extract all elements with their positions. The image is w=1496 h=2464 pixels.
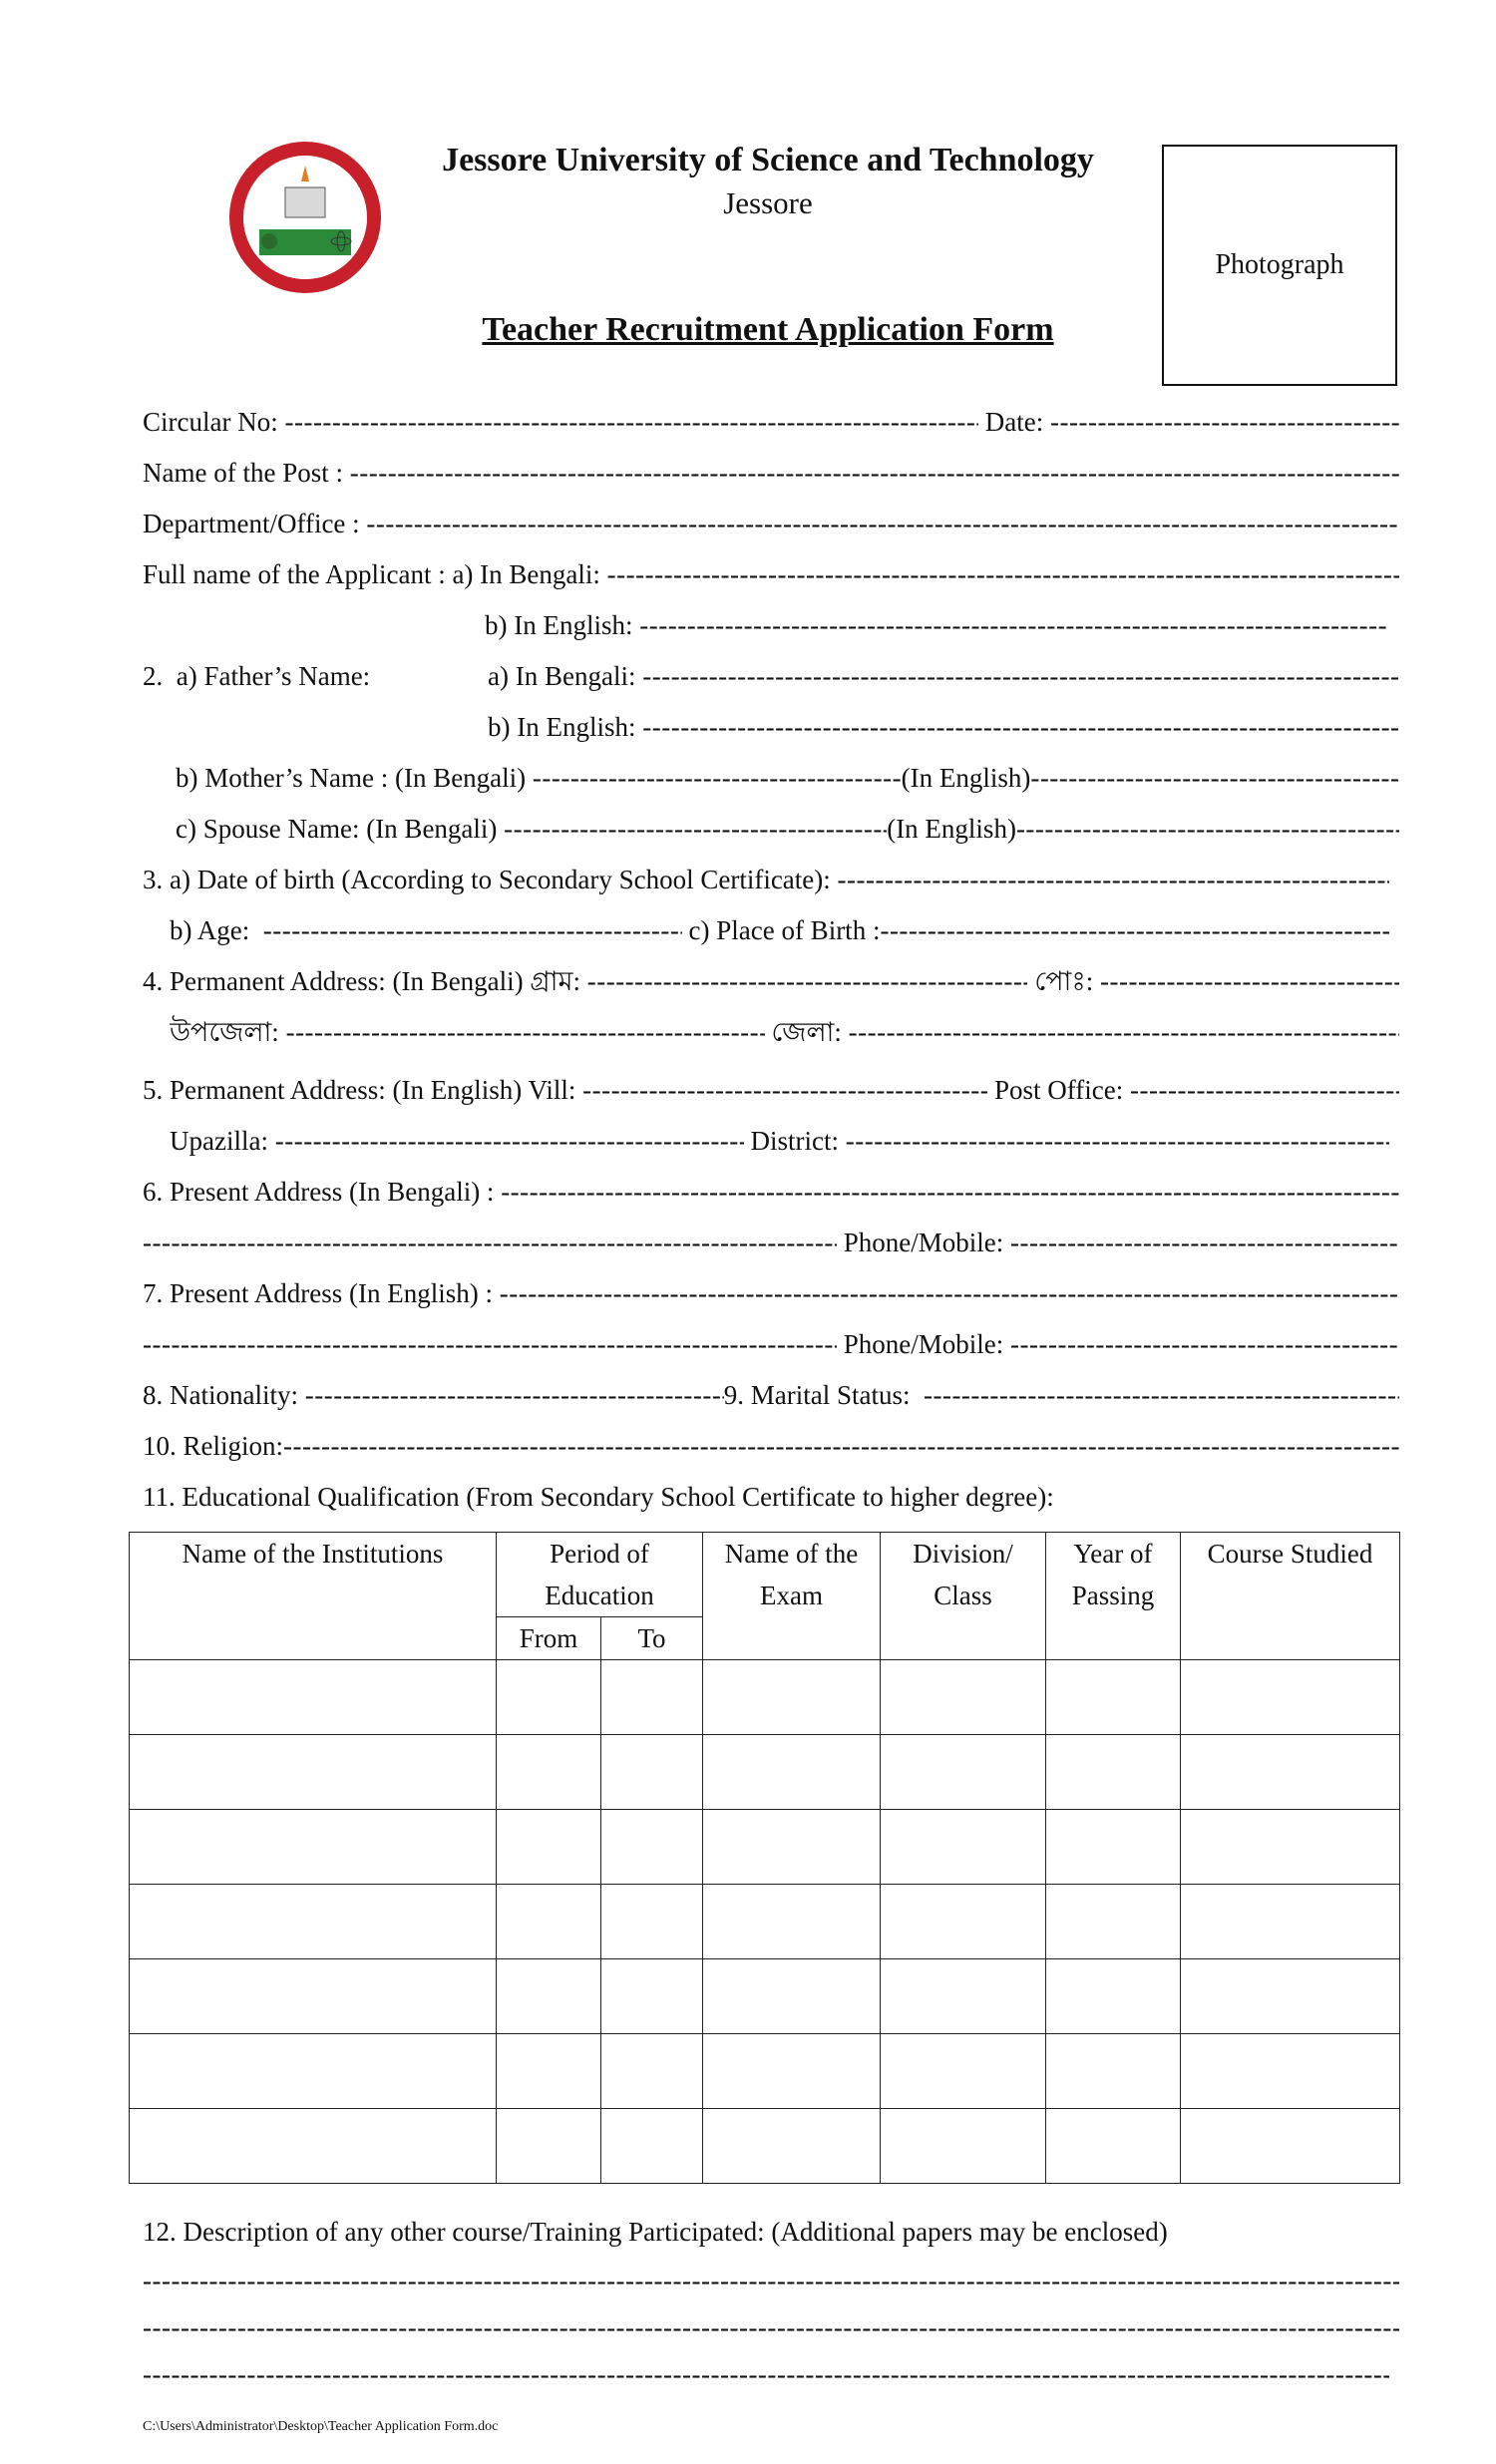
table-cell[interactable]: [1046, 2034, 1181, 2109]
permanent-bn-label: 4. Permanent Address: (In Bengali) গ্রাম:: [143, 966, 587, 996]
full-name-row: [143, 554, 1399, 594]
table-row[interactable]: [130, 2034, 1400, 2109]
table-cell[interactable]: [1046, 2109, 1181, 2184]
father-bengali-field[interactable]: [642, 656, 1399, 696]
table-cell[interactable]: [130, 2034, 497, 2109]
present-bn-label: 6. Present Address (In Bengali) :: [143, 1177, 502, 1207]
table-cell[interactable]: [1046, 1885, 1181, 1959]
village-bn-field[interactable]: [587, 961, 1028, 1001]
col-exam-line1: Name of the: [724, 1539, 859, 1569]
table-header-row: [130, 1533, 1400, 1617]
col-institution: Name of the Institutions: [130, 1533, 497, 1660]
table-cell[interactable]: [703, 2109, 881, 2184]
permanent-en-label: 5. Permanent Address: (In English) Vill:: [143, 1075, 583, 1105]
training-field-3[interactable]: [143, 2354, 1389, 2394]
table-cell[interactable]: [497, 1735, 601, 1810]
district-field[interactable]: [846, 1121, 1389, 1161]
full-name-label: Full name of the Applicant : a) In Bengali:: [143, 559, 607, 589]
table-cell[interactable]: [601, 1735, 703, 1810]
table-cell[interactable]: [497, 2034, 601, 2109]
table-cell[interactable]: [497, 1885, 601, 1959]
upazila-bn-row: [170, 1012, 1399, 1052]
table-cell[interactable]: [130, 1660, 497, 1735]
spouse-label: c) Spouse Name: (In Bengali): [176, 814, 505, 844]
religion-label: 10. Religion:: [143, 1431, 283, 1461]
present-en-field[interactable]: [500, 1273, 1399, 1313]
table-cell[interactable]: [703, 1735, 881, 1810]
age-label: b) Age:: [170, 915, 263, 945]
full-name-en-row: [485, 605, 1387, 645]
mother-row: [176, 758, 1399, 798]
form-title: Teacher Recruitment Application Form: [482, 311, 1054, 348]
file-path-footer: C:\Users\Administrator\Desktop\Teacher Application Form.doc: [143, 2419, 499, 2434]
department-row: [143, 504, 1399, 543]
present-bn-field[interactable]: [501, 1172, 1399, 1212]
full-name-english-field[interactable]: [639, 605, 1387, 645]
spouse-en-label: (In English): [887, 814, 1016, 844]
age-row: [170, 910, 1389, 950]
col-year-line2: Passing: [1071, 1581, 1155, 1610]
education-table: [129, 1532, 1400, 2184]
col-division: [881, 1533, 1046, 1660]
mother-english-field[interactable]: [1030, 758, 1399, 798]
table-cell[interactable]: [601, 1885, 703, 1959]
department-label: Department/Office :: [143, 509, 367, 538]
phone2-row: [143, 1324, 1399, 1364]
col-year-line1: Year of: [1073, 1539, 1153, 1569]
dob-field[interactable]: [838, 860, 1389, 899]
phone1-label: Phone/Mobile:: [837, 1228, 1010, 1257]
post-field[interactable]: [350, 453, 1399, 493]
col-division-line1: Division/: [913, 1539, 1013, 1569]
circular-no-row: [143, 402, 1399, 442]
full-name-en-label: b) In English:: [485, 610, 640, 640]
table-cell[interactable]: [497, 1660, 601, 1735]
table-cell[interactable]: [881, 1735, 1046, 1810]
training-heading: 12. Description of any other course/Training Participated: (Additional papers may be enclosed): [143, 2217, 1168, 2247]
marital-label: 9. Marital Status:: [723, 1380, 924, 1410]
table-cell[interactable]: [881, 1660, 1046, 1735]
table-row[interactable]: [130, 1810, 1400, 1885]
mother-label: b) Mother’s Name : (In Bengali): [176, 763, 533, 793]
table-cell[interactable]: [703, 1885, 881, 1959]
training-line-1: [143, 2261, 1399, 2300]
birth-place-label: c) Place of Birth :: [681, 915, 881, 945]
photograph-label: Photograph: [1215, 249, 1344, 280]
table-cell[interactable]: [1181, 2109, 1400, 2184]
table-cell[interactable]: [601, 1959, 703, 2034]
table-cell[interactable]: [601, 1810, 703, 1885]
phone2-field[interactable]: [1010, 1324, 1399, 1364]
table-cell[interactable]: [703, 1660, 881, 1735]
upazila-bn-label: উপজেলা:: [170, 1017, 286, 1047]
table-row[interactable]: [130, 1660, 1400, 1735]
post-office-label: Post Office:: [987, 1075, 1130, 1105]
religion-field[interactable]: [283, 1426, 1399, 1466]
table-cell[interactable]: [601, 2109, 703, 2184]
table-cell[interactable]: [601, 1660, 703, 1735]
col-to: To: [601, 1617, 703, 1660]
col-course: Course Studied: [1181, 1533, 1400, 1660]
table-cell[interactable]: [881, 1810, 1046, 1885]
upazila-bn-field[interactable]: [286, 1012, 765, 1052]
full-name-bengali-field[interactable]: [607, 554, 1399, 594]
post-bn-label: পোঃ:: [1027, 966, 1100, 996]
table-cell[interactable]: [1046, 1735, 1181, 1810]
present-en-label: 7. Present Address (In English) :: [143, 1278, 500, 1308]
university-name: Jessore University of Science and Technology: [442, 142, 1094, 178]
marital-field[interactable]: [924, 1375, 1399, 1415]
education-heading: 11. Educational Qualification (From Secondary School Certificate to higher degree):: [143, 1482, 1054, 1512]
table-cell[interactable]: [601, 2034, 703, 2109]
circular-no-field[interactable]: [284, 402, 978, 442]
table-cell[interactable]: [1181, 1660, 1400, 1735]
training-line-3: [143, 2354, 1389, 2394]
table-cell[interactable]: [130, 1959, 497, 2034]
table-cell[interactable]: [130, 1810, 497, 1885]
training-line-2: [143, 2307, 1399, 2347]
table-cell[interactable]: [497, 1810, 601, 1885]
post-bn-field[interactable]: [1100, 961, 1399, 1001]
father-en-label: b) In English:: [488, 712, 643, 742]
mother-en-label: (In English): [901, 763, 1031, 793]
birth-place-field[interactable]: [880, 910, 1389, 950]
district-bn-label: জেলা:: [764, 1017, 849, 1047]
table-cell[interactable]: [1046, 1660, 1181, 1735]
nationality-label: 8. Nationality:: [143, 1380, 305, 1410]
table-cell[interactable]: [703, 1810, 881, 1885]
father-english-field[interactable]: [642, 707, 1399, 747]
religion-row: [143, 1426, 1399, 1466]
table-row[interactable]: [130, 1885, 1400, 1959]
spouse-row: [176, 809, 1399, 849]
spouse-bengali-field[interactable]: [504, 809, 887, 849]
date-field[interactable]: [1050, 402, 1399, 442]
table-row[interactable]: [130, 2109, 1400, 2184]
dob-label: 3. a) Date of birth (According to Secondary School Certificate):: [143, 865, 838, 894]
present-en-field-2[interactable]: [143, 1324, 837, 1364]
age-field[interactable]: [263, 910, 682, 950]
table-cell[interactable]: [1181, 1810, 1400, 1885]
col-period-line2: Education: [545, 1581, 654, 1610]
post-row: [143, 453, 1399, 493]
mother-bengali-field[interactable]: [533, 758, 902, 798]
table-cell[interactable]: [497, 1959, 601, 2034]
table-cell[interactable]: [881, 2034, 1046, 2109]
permanent-en-row: [143, 1070, 1399, 1110]
table-cell[interactable]: [703, 1959, 881, 2034]
village-en-field[interactable]: [582, 1070, 987, 1110]
table-cell[interactable]: [130, 1735, 497, 1810]
post-label: Name of the Post :: [143, 458, 350, 488]
university-logo: [225, 138, 385, 297]
present-en-row: [143, 1273, 1399, 1313]
upazilla-field[interactable]: [275, 1121, 744, 1161]
table-cell[interactable]: [881, 1959, 1046, 2034]
col-year: [1046, 1533, 1181, 1660]
training-field-2[interactable]: [143, 2307, 1399, 2347]
table-cell[interactable]: [497, 2109, 601, 2184]
father-bn-label: a) In Bengali:: [488, 661, 643, 691]
col-period-line1: Period of: [550, 1539, 649, 1569]
table-cell[interactable]: [703, 2034, 881, 2109]
university-city: Jessore: [723, 185, 813, 220]
phone1-field[interactable]: [1010, 1223, 1399, 1262]
nationality-field[interactable]: [305, 1375, 724, 1415]
photograph-box: [1162, 145, 1397, 386]
table-row[interactable]: [130, 1735, 1400, 1810]
post-office-field[interactable]: [1130, 1070, 1399, 1110]
table-cell[interactable]: [1046, 1810, 1181, 1885]
table-cell[interactable]: [1181, 2034, 1400, 2109]
father-en-row: [488, 707, 1399, 747]
col-exam: [703, 1533, 881, 1660]
table-cell[interactable]: [130, 2109, 497, 2184]
phone2-label: Phone/Mobile:: [837, 1329, 1010, 1359]
district-bn-field[interactable]: [849, 1012, 1399, 1052]
table-cell[interactable]: [130, 1885, 497, 1959]
table-cell[interactable]: [881, 1885, 1046, 1959]
table-row[interactable]: [130, 1959, 1400, 2034]
training-field-1[interactable]: [143, 2261, 1399, 2300]
present-bn-field-2[interactable]: [143, 1223, 837, 1262]
permanent-bn-row: [143, 961, 1399, 1001]
circular-no-label: Circular No:: [143, 407, 285, 437]
present-bn-row: [143, 1172, 1399, 1212]
nationality-row: [143, 1375, 1399, 1415]
district-label: District:: [743, 1126, 846, 1156]
col-division-line2: Class: [934, 1581, 992, 1610]
table-cell[interactable]: [1046, 1959, 1181, 2034]
table-cell[interactable]: [1181, 1885, 1400, 1959]
table-cell[interactable]: [1181, 1959, 1400, 2034]
father-row: [143, 656, 1399, 696]
col-from: From: [497, 1617, 601, 1660]
col-exam-line2: Exam: [760, 1581, 823, 1610]
table-cell[interactable]: [881, 2109, 1046, 2184]
date-label: Date:: [978, 407, 1050, 437]
col-period: [497, 1533, 703, 1617]
table-cell[interactable]: [1181, 1735, 1400, 1810]
department-field[interactable]: [366, 504, 1399, 543]
spouse-english-field[interactable]: [1016, 809, 1399, 849]
upazilla-row: [170, 1121, 1389, 1161]
father-label: 2. a) Father’s Name:: [143, 661, 371, 691]
dob-row: [143, 860, 1389, 899]
upazilla-label: Upazilla:: [170, 1126, 275, 1156]
phone1-row: [143, 1223, 1399, 1262]
